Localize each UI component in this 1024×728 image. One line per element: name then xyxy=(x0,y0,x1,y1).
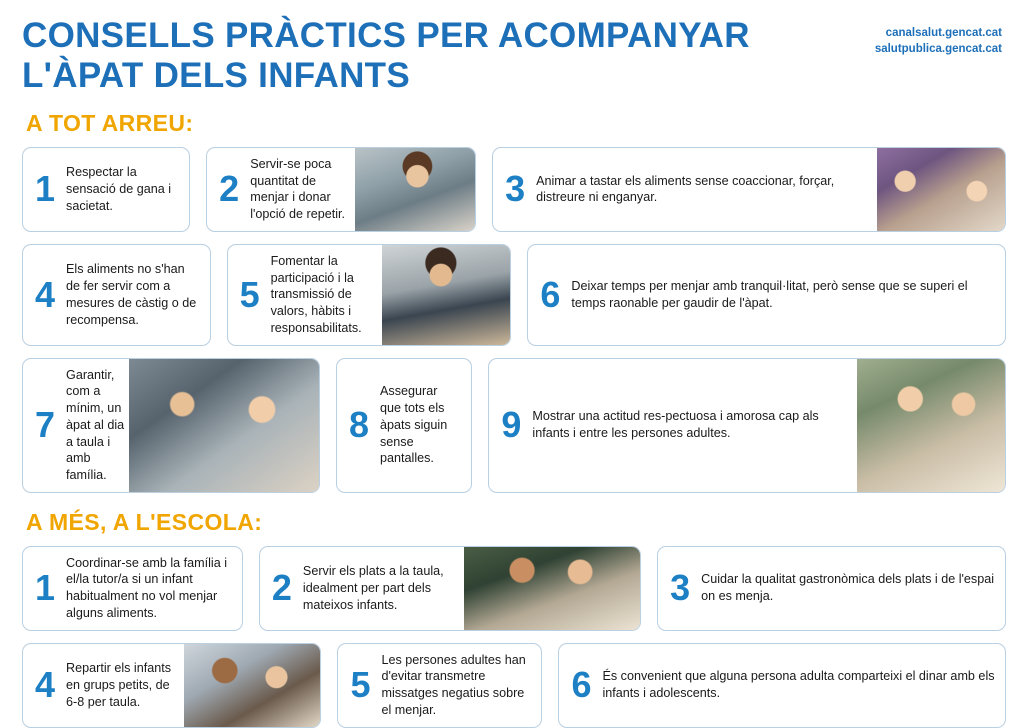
section-heading-school: A MÉS, A L'ESCOLA: xyxy=(26,508,263,535)
page-title xyxy=(22,16,842,95)
tip-number: 9 xyxy=(501,404,522,446)
website-links xyxy=(875,26,1002,57)
tip-number: 6 xyxy=(571,664,592,706)
tip-text: Assegurar que tots els àpats siguin sense pantalles. xyxy=(380,384,448,466)
tip-text: Fomentar la participació i la transmissió de valors, hàbits i responsabilitats. xyxy=(270,253,362,335)
tip-text: Deixar temps per menjar amb tranquil·litat, però sense que se superi el temps raonable per gaudir de l'àpat. xyxy=(571,279,968,310)
page-title-line-2: L'ÀPAT DELS INFANTS xyxy=(22,55,410,95)
tip-number: 8 xyxy=(348,404,369,446)
tips-row-3 xyxy=(22,358,1006,493)
school-tip-card-3 xyxy=(657,546,1006,631)
tip-number: 3 xyxy=(505,168,526,210)
tip-card-4 xyxy=(22,244,211,346)
tip-number: 5 xyxy=(239,273,260,315)
school-tips-row-2 xyxy=(22,643,1006,728)
tip-text: Animar a tastar els aliments sense coaccionar, forçar, distreure ni enganyar. xyxy=(536,173,835,205)
poster-header xyxy=(22,16,1006,104)
page-title-line-1: CONSELLS PRÀCTICS PER ACOMPANYAR xyxy=(22,16,750,55)
school-tip-card-6 xyxy=(558,643,1006,728)
dad-and-kid-photo xyxy=(877,148,1005,231)
tip-number: 5 xyxy=(350,664,371,706)
tip-number: 4 xyxy=(35,664,56,706)
tip-number: 6 xyxy=(540,273,561,315)
tip-number: 2 xyxy=(271,567,292,609)
family-table-photo xyxy=(857,359,1005,492)
boy-at-table-photo xyxy=(382,245,510,345)
link-canalsalut[interactable]: canalsalut.gencat.cat xyxy=(885,27,1002,39)
link-salutpublica[interactable]: salutpublica.gencat.cat xyxy=(874,42,1002,55)
tip-card-3 xyxy=(492,147,1006,232)
school-tips-row-1 xyxy=(22,546,1006,631)
tip-text: Repartir els infants en grups petits, de 6-8 per taula. xyxy=(66,661,172,709)
tip-text: Mostrar una actitud res-pectuosa i amorosa cap als infants i entre les persones adultes. xyxy=(532,409,819,441)
tip-text: Els aliments no s'han de fer servir com a mesures de càstig o de recompensa. xyxy=(66,262,197,327)
school-tip-card-4 xyxy=(22,643,321,728)
tip-text: Servir-se poca quantitat de menjar i donar l'opció de repetir. xyxy=(250,157,346,222)
tip-number: 7 xyxy=(35,404,56,446)
tip-card-1 xyxy=(22,147,190,232)
family-kitchen-photo xyxy=(129,359,319,492)
tip-text: Respectar la sensació de gana i sacietat. xyxy=(66,165,172,213)
tips-row-2 xyxy=(22,244,1006,346)
girl-eating-photo xyxy=(355,148,475,231)
tip-text: Garantir, com a mínim, un àpat al dia a taula i amb família. xyxy=(66,367,125,483)
tip-text: És convenient que alguna persona adulta comparteixi el dinar amb els infants i adolescents. xyxy=(602,669,995,701)
tip-card-6 xyxy=(527,244,1006,346)
school-lunch-photo xyxy=(464,547,640,630)
tip-number: 4 xyxy=(35,273,56,315)
tip-card-5 xyxy=(227,244,512,346)
section-heading-everywhere: A TOT ARREU: xyxy=(26,110,194,136)
tip-card-8 xyxy=(336,358,472,493)
tip-text: Cuidar la qualitat gastronòmica dels plats i de l'espai on es menja. xyxy=(701,572,995,604)
tip-number: 3 xyxy=(670,567,691,609)
tip-text: Les persones adultes han d'evitar transmetre missatges negatius sobre el menjar. xyxy=(381,652,526,717)
tip-card-7 xyxy=(22,358,320,493)
tip-text: Servir els plats a la taula, idealment per part dels mateixos infants. xyxy=(302,564,444,612)
tip-text: Coordinar-se amb la família i el/la tutor/a si un infant habitualment no vol menjar alguns aliments. xyxy=(66,555,228,620)
school-tip-card-2 xyxy=(259,546,641,631)
tip-number: 2 xyxy=(219,168,240,210)
school-tip-card-1 xyxy=(22,546,243,631)
tip-number: 1 xyxy=(35,567,56,609)
tip-number: 1 xyxy=(35,168,56,210)
tip-card-2 xyxy=(206,147,476,232)
school-tip-card-5 xyxy=(337,643,542,728)
tip-card-9 xyxy=(488,358,1006,493)
kids-group-photo xyxy=(184,644,320,727)
tips-row-1 xyxy=(22,147,1006,232)
